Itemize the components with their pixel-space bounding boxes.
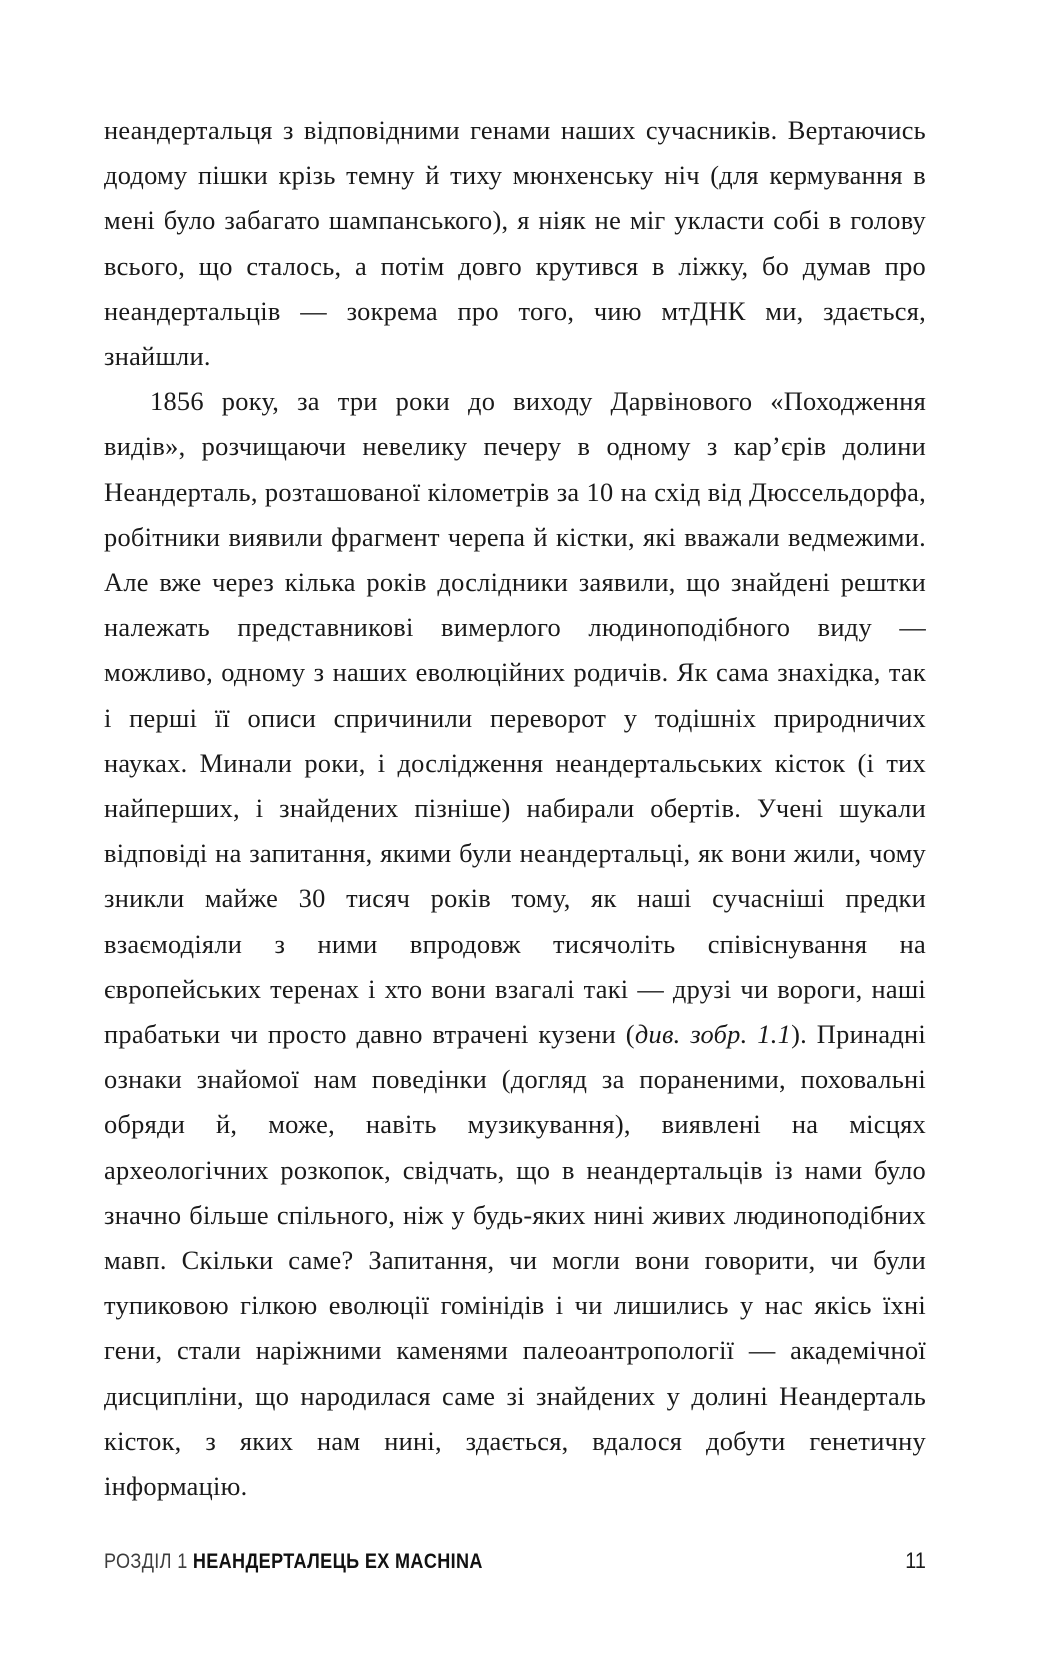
paragraph-text-part-a: 1856 року, за три роки до виходу Дарвінового «Походження видів», розчищаючи невелику печеру в одному з кар’єрів долини Неандерталь, розташованої кілометрів за 10 на схід від Дюссельдорфа, робітники виявили фрагмент черепа й кістки, які вважали ведмежими. Але вже через кілька років дослідники заявили, що знайдені рештки належать представникові вимерлого людиноподібного виду — можливо, одному з наших еволюційних родичів. Як сама знахідка, так і перші її описи спричинили переворот у тодішніх природничих науках. Минали роки, і дослідження неандертальських кісток (і тих найперших, і знайдених пізніше) набирали обертів. Учені шукали відповіді на запитання, якими були неандертальці, як вони жили, чому зникли майже 30 тисяч років тому, як наші сучасніші предки взаємодіяли з ними впродовж тисячоліть співіснування на європейських теренах і хто вони взагалі такі — друзі чи вороги, наші прабатьки чи просто давно втрачені кузени (: [104, 386, 926, 1050]
figure-reference: див. зобр. 1.1: [634, 1019, 792, 1050]
paragraph-neanderthal-history: [104, 379, 926, 1509]
running-head-chapter-label: РОЗДІЛ 1: [104, 1550, 188, 1573]
paragraph-continuation: неандертальця з відповідними генами наших сучасників. Вертаючись додому пішки крізь темну й тиху мюнхенську ніч (для кермування в мені було забагато шампанського), я ніяк не міг укласти собі в голову всього, що сталось, а потім довго крутився в ліжку, бо думав про неандертальців — зокрема про того, чию мтДНК ми, здається, знайшли.: [104, 115, 926, 372]
paragraph-text-part-b: ). Принадні ознаки знайомої нам поведінки (догляд за пораненими, поховальні обряди й, може, навіть музикування), виявлені на місцях археологічних розкопок, свідчать, що в неандертальців із нами було значно більше спільного, ніж у будь-яких нині живих людиноподібних мавп. Скільки саме? Запитання, чи могли вони говорити, чи були тупиковою гілкою еволюції гомінідів і чи лишились у нас якісь їхні гени, стали наріжними каменями палеоантропології — академічної дисципліни, що народилася саме зі знайдених у долині Неандерталь кісток, з яких нам нині, здається, вдалося добути генетичну інформацію.: [104, 1019, 926, 1502]
running-head: [104, 1550, 483, 1574]
running-head-chapter-title: НЕАНДЕРТАЛЕЦЬ EX MACHINA: [192, 1550, 483, 1573]
page-number: 11: [905, 1548, 926, 1573]
page-footer: [104, 1548, 926, 1574]
text-column: [104, 108, 926, 1509]
